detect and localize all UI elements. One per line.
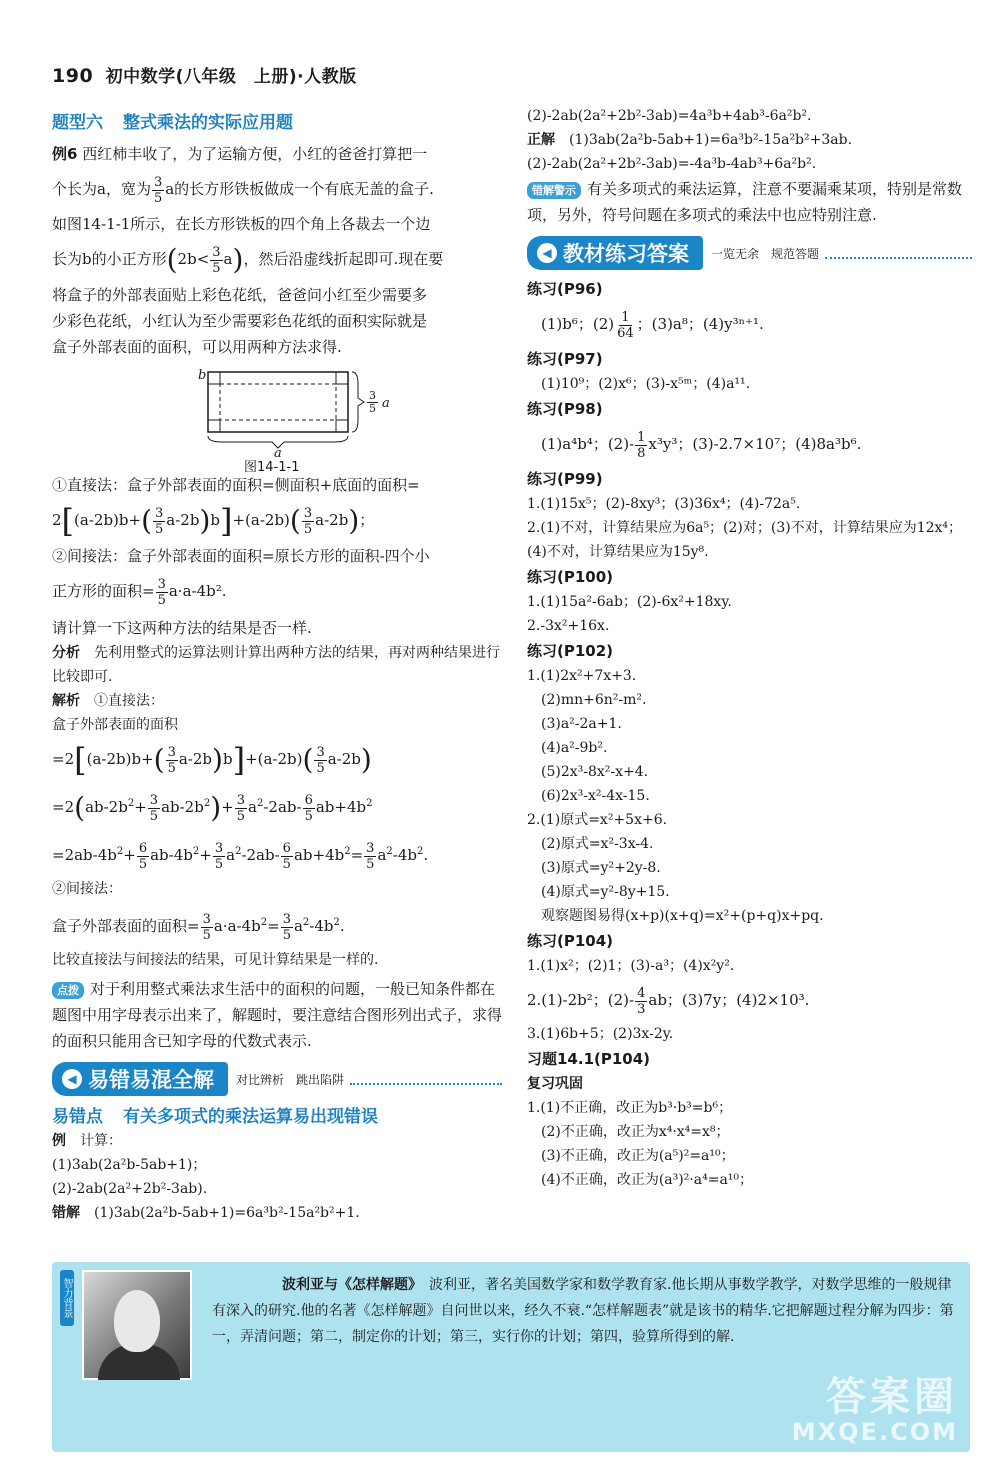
background-title: 波利亚与《怎样解题》 xyxy=(282,1277,415,1293)
watermark: 答案圈 MXQE.COM xyxy=(791,1374,958,1446)
error-question-2: (2)-2ab(2a²+2b²-3ab). xyxy=(52,1181,208,1197)
method-1: ①直接法：盒子外部表面的面积=侧面积+底面的面积= xyxy=(52,476,420,494)
review-title: 复习巩固 xyxy=(527,1076,583,1092)
answer-p102-line: (2)原式=x²-3x-4. xyxy=(541,836,654,852)
banner-answers: ◀ 教材练习答案 一览无余 规范答题 xyxy=(527,236,972,270)
answer-p102-line: 观察题图易得(x+p)(x+q)=x²+(p+q)x+pq. xyxy=(541,908,824,924)
answer-p100-2: 2.-3x²+16x. xyxy=(527,618,610,634)
side-fraction: $\frac{3}{5}$ xyxy=(369,389,376,415)
solution-indirect: ②间接法： xyxy=(52,881,122,897)
page-number: 190 xyxy=(52,65,94,87)
book-title: 初中数学(八年级 上册)·人教版 xyxy=(105,67,357,87)
solution-compare: 比较直接法与间接法的结果，可见计算结果是一样的. xyxy=(52,952,379,968)
solution: 解析 ①直接法： xyxy=(52,693,164,709)
exercise-p104: 练习(P104) xyxy=(527,932,614,950)
exercise-p100: 练习(P100) xyxy=(527,568,614,586)
fraction: $\frac{3}{5}$ xyxy=(153,174,163,206)
error-question-1: (1)3ab(2a²b-5ab+1)； xyxy=(52,1157,207,1173)
review-line: (2)不正确，改正为x⁴·x⁴=x⁸； xyxy=(541,1124,730,1140)
exercise-p99: 练习(P99) xyxy=(527,470,603,488)
figure-caption: 图14-1-1 xyxy=(244,460,300,475)
answer-p100-1: 1.(1)15a²-6ab；(2)-6x²+18xy. xyxy=(527,594,732,610)
method-2: ②间接法：盒子外部表面的面积=原长方形的面积-四个小 xyxy=(52,547,430,565)
warning-tag: 错解警示 xyxy=(527,182,581,199)
banner-errors: ◀ 易错易混全解 对比辨析 跳出陷阱 xyxy=(52,1062,502,1096)
right-column xyxy=(527,104,972,1192)
answer-p102-line: (4)原式=y²-8y+15. xyxy=(541,884,670,900)
answer-p99-2: 2.(1)不对，计算结果应为6a⁵；(2)对；(3)不对，计算结果应为12x⁴；(4)不对，计算结果应为15y⁸. xyxy=(527,520,963,560)
answer-p97: (1)10⁹；(2)x⁶；(3)-x⁵ᵐ；(4)a¹¹. xyxy=(541,376,751,392)
answer-p102-line: 1.(1)2x²+7x+3. xyxy=(527,668,637,684)
answer-p102-line: (3)a²-2a+1. xyxy=(541,716,622,732)
problem-line: 少彩色花纸，小红认为至少需要彩色花纸的面积实际就是 xyxy=(52,312,428,330)
exercise-p98: 练习(P98) xyxy=(527,400,603,418)
review-line: 1.(1)不正确，改正为b³·b³=b⁶； xyxy=(527,1100,733,1116)
fraction: $\frac{3}{5}$ xyxy=(212,244,221,276)
correct-solution-1: 正解 (1)3ab(2a²b-5ab+1)=6a³b²-15a²b²+3ab. xyxy=(527,132,853,148)
page-header xyxy=(52,62,357,87)
method-1-formula: 2[(a-2b)b+( $\frac{3}{5}$ a-2b)b]+(a-2b)( $\frac{3}{5}$ a-2b)； xyxy=(52,502,375,540)
solution-step-2: $=2(ab-2b^2+$ $\frac{3}{5}$ $ab-2b^2)+$ $\frac{3}{5}$ $a^2-2ab-$ $\frac{6}{5}$ $ab+4b^2$ xyxy=(52,791,373,824)
box-figure xyxy=(52,364,502,475)
portrait-image xyxy=(82,1270,192,1380)
solution-step-1: =2[(a-2b)b+( $\frac{3}{5}$ a-2b)b]+(a-2b)( $\frac{3}{5}$ a-2b) xyxy=(52,741,372,779)
example-label: 例6 xyxy=(52,145,78,163)
example-6: 例6 西红柿丰收了，为了运输方便，小红的爸爸打算把一 xyxy=(52,145,428,163)
review-line: (3)不正确，改正为(a⁵)²=a¹⁰； xyxy=(541,1148,735,1164)
problem-line: 个长为a，宽为 $\frac{3}{5}$ a的长方形铁板做成一个有底无盖的盒子. xyxy=(52,174,434,206)
solution-area-label: 盒子外部表面的面积 xyxy=(52,717,178,733)
error-warning: 错解警示 有关多项式的乘法运算，注意不要漏乘某项，特别是常数项，另外，符号问题在多项式的乘法中也应特别注意. xyxy=(527,180,963,224)
solution-step-3: $=2ab-4b^2+$ $\frac{6}{5}$ $ab-4b^2+$ $\frac{3}{5}$ $a^2-2ab-$ $\frac{6}{5}$ $ab+4b^2=$ $\frac{3}{5}$ $a^2-4b^2$. xyxy=(52,840,429,872)
review-line: (4)不正确，改正为(a³)²·a⁴=a¹⁰； xyxy=(541,1172,754,1188)
problem-line: 盒子外部表面的面积，可以用两种方法求得. xyxy=(52,338,342,356)
homework-title: 习题14.1(P104) xyxy=(527,1050,651,1068)
answer-p102-line: 2.(1)原式=x²+5x+6. xyxy=(527,812,668,828)
left-column xyxy=(52,108,502,1225)
label-b: b xyxy=(198,368,207,383)
tip: 点拨 对于利用整式乘法求生活中的面积的问题，一般已知条件都在题图中用字母表示出来了，解题时，要注意结合图形列出式子，求得的面积只能用含已知字母的代数式表示. xyxy=(52,980,503,1050)
problem-line: 长为b的小正方形(2b< $\frac{3}{5}$ a)，然后沿虚线折起即可.现在要 xyxy=(52,243,444,276)
problem-line: 如图14-1-1所示，在长方形铁板的四个角上各裁去一个边 xyxy=(52,215,431,233)
tip-tag: 点拨 xyxy=(52,982,84,999)
megaphone-icon: ◀ xyxy=(537,243,557,263)
side-tag: 智力背景 xyxy=(60,1270,74,1326)
answer-p102-line: (6)2x³-x²-4x-15. xyxy=(541,788,650,804)
wrong-solution-2: (2)-2ab(2a²+2b²-3ab)=4a³b+4ab³-6a²b². xyxy=(527,108,812,124)
answer-p99-1: 1.(1)15x⁵；(2)-8xy³；(3)36x⁴；(4)-72a⁵. xyxy=(527,496,801,512)
answer-p98: (1)a⁴b⁴；(2)- $\frac{1}{8}$ x³y³；(3)-2.7×10⁷；(4)8a³b⁶. xyxy=(541,429,862,461)
correct-solution-2: (2)-2ab(2a²+2b²-3ab)=-4a³b-4ab³+6a²b². xyxy=(527,156,817,172)
analysis: 分析 先利用整式的运算法则计算出两种方法的结果，再对两种结果进行比较即可. xyxy=(52,645,500,685)
solution-indirect-formula: 盒子外部表面的面积= $\frac{3}{5}$ $a\cdot a-4b^2=$ $\frac{3}{5}$ $a^2-4b^2$. xyxy=(52,911,345,943)
exercise-p97: 练习(P97) xyxy=(527,350,603,368)
answer-p102-line: (4)a²-9b². xyxy=(541,740,608,756)
answer-p104-1: 1.(1)x²；(2)1；(3)-a³；(4)x²y². xyxy=(527,958,735,974)
exercise-p102: 练习(P102) xyxy=(527,642,614,660)
label-a: a xyxy=(274,446,282,461)
answer-p102-line: (5)2x³-8x²-x+4. xyxy=(541,764,649,780)
exercise-p96: 练习(P96) xyxy=(527,280,603,298)
method-2-formula: 正方形的面积= $\frac{3}{5}$ a·a-4b². xyxy=(52,576,227,608)
section-title: 题型六 整式乘法的实际应用题 xyxy=(52,113,293,133)
answer-p102-line: (3)原式=y²+2y-8. xyxy=(541,860,661,876)
answer-p104-2: 2.(1)-2b²；(2)- $\frac{4}{3}$ ab；(3)7y；(4)2×10³. xyxy=(527,985,810,1017)
answer-p102-line: (2)mn+6n²-m². xyxy=(541,692,647,708)
wrong-solution-1: 错解 (1)3ab(2a²b-5ab+1)=6a³b²-15a²b²+1. xyxy=(52,1205,360,1221)
background-text: 波利亚与《怎样解题》 波利亚，著名美国数学家和数学教育家.他长期从事数学教学，对数学思维的一般规律有深入的研究.他的名著《怎样解题》自问世以来，经久不衰.“怎样解题表”就是该书的精华.它把解题过程分解为四步：第一，弄清问题；第二，制定你的计划；第三，实行你的计划；第四，验算所得到的解. xyxy=(212,1277,954,1345)
error-example: 例 计算： xyxy=(52,1133,122,1149)
problem-line: 将盒子的外部表面贴上彩色花纸，爸爸问小红至少需要多 xyxy=(52,286,428,304)
answer-p96: (1)b⁶；(2) $\frac{1}{64}$ ；(3)a⁸；(4)y³ⁿ⁺¹. xyxy=(541,309,764,341)
label-side-a: a xyxy=(382,396,390,411)
question: 请计算一下这两种方法的结果是否一样. xyxy=(52,619,312,637)
megaphone-icon: ◀ xyxy=(62,1069,82,1089)
answer-p104-3: 3.(1)6b+5；(2)3x-2y. xyxy=(527,1026,674,1042)
error-point-title: 易错点 有关多项式的乘法运算易出现错误 xyxy=(52,1107,378,1127)
background-box xyxy=(52,1262,970,1452)
